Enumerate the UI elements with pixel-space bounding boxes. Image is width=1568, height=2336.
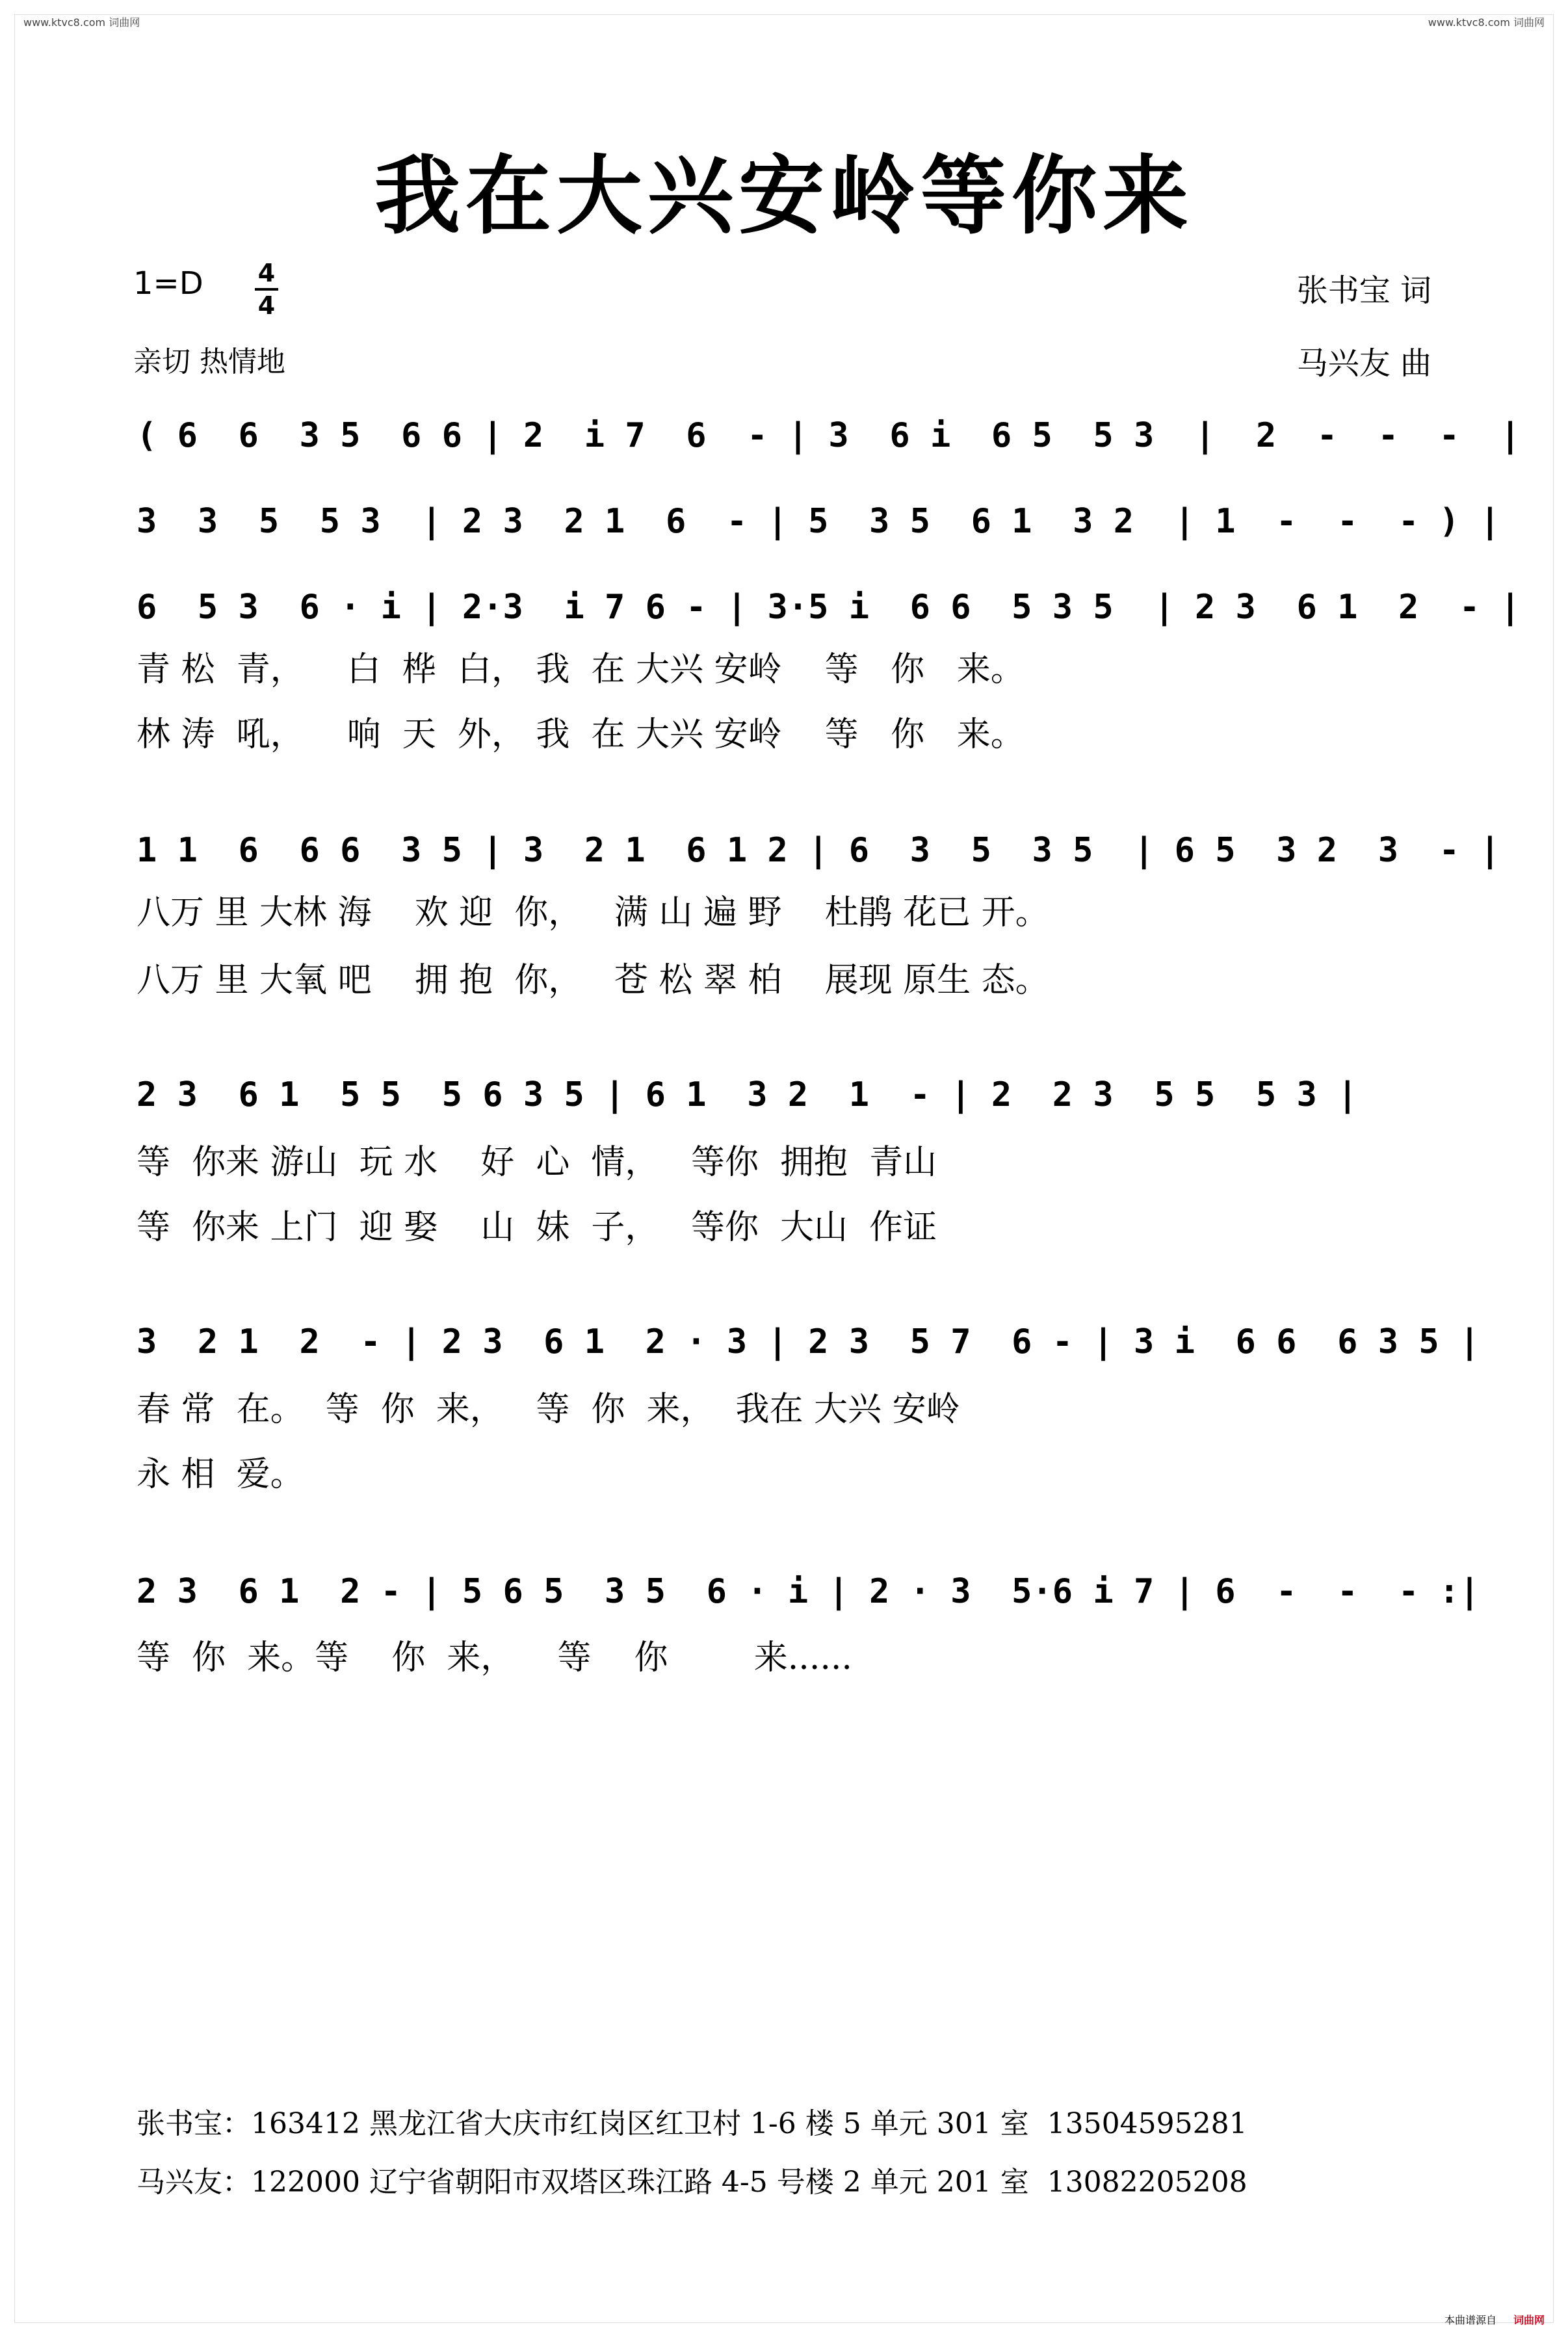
source-label-left: www.ktvc8.com 词曲网 — [23, 16, 140, 29]
footer-source-text: 本曲谱源自 — [1444, 2314, 1496, 2326]
score-line-4-notes: 1 1 6 6 6 3 5 | 3 2 1 6 1 2 | 6 3 5 3 5 | 6 5 3 2 3 - | — [137, 831, 1500, 870]
time-signature — [254, 259, 280, 320]
key-signature: 1=D — [133, 265, 203, 302]
score-line-3-notes: 6 5 3 6 · i | 2·3 i 7 6 - | 3·5 i 6 6 5 3 5 | 2 3 6 1 2 - | — [137, 588, 1521, 627]
score-line-4-lyrics-1: 八万 里 大林 海 欢 迎 你， 满 山 遍 野 杜鹃 花已 开。 — [137, 893, 1049, 932]
lyricist-credit: 张书宝 词 — [1296, 272, 1431, 309]
time-signature-top: 4 — [257, 259, 276, 287]
score-line-6-lyrics-2: 永 相 爱。 — [137, 1455, 304, 1494]
song-title: 我在大兴安岭等你来 — [374, 146, 1194, 246]
score-line-7-lyrics-1: 等 你 来。等 你 来， 等 你 来...... — [137, 1638, 852, 1677]
score-line-7-notes: 2 3 6 1 2 - | 5 6 5 3 5 6 · i | 2 · 3 5·6 i 7 | 6 - - - :| — [137, 1572, 1480, 1611]
time-signature-bottom: 4 — [257, 291, 276, 320]
footer-site-name: 词曲网 — [1513, 2314, 1545, 2326]
composer-contact: 马兴友：122000 辽宁省朝阳市双塔区珠江路 4-5 号楼 2 单元 201 室 13082205208 — [137, 2166, 1248, 2199]
expression-marking: 亲切 热情地 — [133, 345, 285, 378]
right-watermark-strip — [1558, 39, 1567, 2295]
composer-credit: 马兴友 曲 — [1296, 345, 1431, 382]
score-line-5-lyrics-2: 等 你来 上门 迎 娶 山 妹 子， 等你 大山 作证 — [137, 1208, 937, 1247]
lyricist-contact: 张书宝：163412 黑龙江省大庆市红岗区红卫村 1-6 楼 5 单元 301 室 13504595281 — [137, 2107, 1248, 2140]
score-line-3-lyrics-1: 青 松 青， 白 桦 白， 我 在 大兴 安岭 等 你 来。 — [137, 650, 1025, 689]
score-line-5-notes: 2 3 6 1 5 5 5 6 3 5 | 6 1 3 2 1 - | 2 2 3 5 5 5 3 | — [137, 1075, 1358, 1114]
left-watermark-strip — [1, 39, 10, 2295]
source-label-right: www.ktvc8.com 词曲网 — [1428, 16, 1545, 29]
score-line-2-notes: 3 3 5 5 3 | 2 3 2 1 6 - | 5 3 5 6 1 3 2 | 1 - - - ) | — [137, 502, 1500, 541]
score-line-1-notes: ( 6 6 3 5 6 6 | 2 i 7 6 - | 3 6 i 6 5 5 3 | 2 - - - | — [137, 416, 1521, 455]
score-line-5-lyrics-1: 等 你来 游山 玩 水 好 心 情， 等你 拥抱 青山 — [137, 1143, 937, 1182]
score-line-6-lyrics-1: 春 常 在。 等 你 来， 等 你 来， 我在 大兴 安岭 — [137, 1390, 960, 1429]
score-line-3-lyrics-2: 林 涛 吼， 响 天 外， 我 在 大兴 安岭 等 你 来。 — [137, 715, 1025, 754]
score-line-4-lyrics-2: 八万 里 大氧 吧 拥 抱 你， 苍 松 翠 柏 展现 原生 态。 — [137, 961, 1049, 1000]
score-line-6-notes: 3 2 1 2 - | 2 3 6 1 2 · 3 | 2 3 5 7 6 - | 3 i 6 6 6 3 5 | — [137, 1322, 1480, 1361]
